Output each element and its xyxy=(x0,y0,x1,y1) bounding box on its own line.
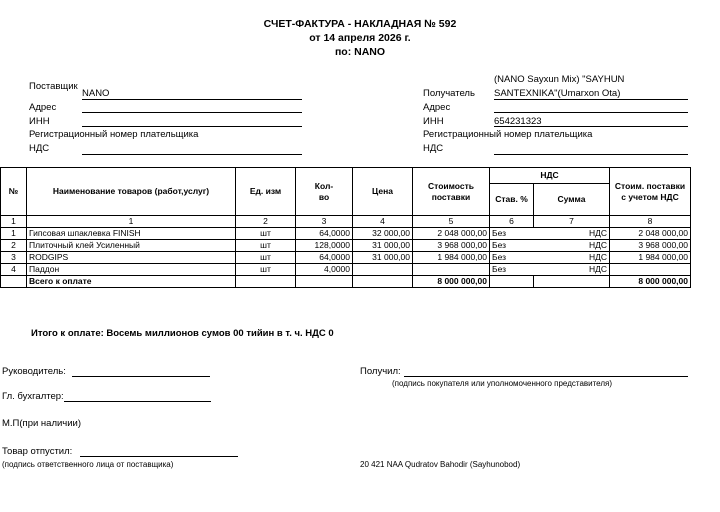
released-label: Товар отпустил: xyxy=(2,446,73,457)
supplier-inn-line xyxy=(82,126,302,127)
released-note: (подпись ответственного лица от поставщика) xyxy=(2,460,174,469)
supplier-label: Поставщик xyxy=(29,81,78,92)
supplier-name: NANO xyxy=(82,88,110,99)
row-unit: шт xyxy=(236,264,296,276)
supplier-reg-label: Регистрационный номер плательщика xyxy=(29,129,199,140)
document-footer-note: 20 421 NAA Qudratov Bahodir (Sayhunobod) xyxy=(360,460,521,469)
total-empty xyxy=(490,276,534,288)
total-cost: 8 000 000,00 xyxy=(413,276,490,288)
recipient-name-line1: (NANO Sayxun Mix) "SAYHUN xyxy=(494,74,625,85)
table-row xyxy=(1,252,691,264)
row-vat-rate: Без xyxy=(490,240,534,252)
header-vat-sum: Сумма xyxy=(534,184,610,216)
stamp-label: М.П(при наличии) xyxy=(2,418,82,429)
row-cost: 3 968 000,00 xyxy=(413,240,490,252)
table-row xyxy=(1,240,691,252)
table-row xyxy=(1,228,691,240)
row-name: Паддон xyxy=(27,264,236,276)
supplier-inn-label: ИНН xyxy=(29,116,50,127)
total-sum: 8 000 000,00 xyxy=(610,276,691,288)
total-empty xyxy=(534,276,610,288)
row-cost xyxy=(413,264,490,276)
header-unit: Ед. изм xyxy=(236,168,296,216)
supplier-vat-label: НДС xyxy=(29,143,50,154)
row-num: 2 xyxy=(1,240,27,252)
row-vat-sum: НДС xyxy=(534,228,610,240)
recipient-inn: 654231323 xyxy=(494,116,542,127)
total-in-words: Итого к оплате: Восемь миллионов сумов 00 тийин в т. ч. НДС 0 xyxy=(31,328,334,339)
received-note: (подпись покупателя или уполномоченного представителя) xyxy=(392,379,613,388)
row-total: 2 048 000,00 xyxy=(610,228,691,240)
total-row xyxy=(1,276,691,288)
accountant-sign-line xyxy=(64,401,211,402)
supplier-address-label: Адрес xyxy=(29,102,57,113)
header-vat: НДС xyxy=(490,168,610,184)
recipient-inn-label: ИНН xyxy=(423,116,444,127)
supplier-vat-line xyxy=(82,154,302,155)
row-name: Плиточный клей Усиленный xyxy=(27,240,236,252)
header-num: № xyxy=(1,168,27,216)
row-unit: шт xyxy=(236,228,296,240)
row-num: 1 xyxy=(1,228,27,240)
document-date: от 14 апреля 2026 г. xyxy=(309,32,411,44)
header-price: Цена xyxy=(353,168,413,216)
row-price: 32 000,00 xyxy=(353,228,413,240)
row-total: 1 984 000,00 xyxy=(610,252,691,264)
recipient-vat-label: НДС xyxy=(423,143,444,154)
row-vat-sum: НДС xyxy=(534,264,610,276)
document-title: СЧЕТ-ФАКТУРА - НАКЛАДНАЯ № 592 xyxy=(263,18,457,30)
row-vat-sum: НДС xyxy=(534,240,610,252)
row-qty: 64,0000 xyxy=(296,252,353,264)
recipient-address-label: Адрес xyxy=(423,102,451,113)
col-number: 2 xyxy=(236,216,296,228)
row-name: Гипсовая шпаклевка FINISH xyxy=(27,228,236,240)
row-qty: 4,0000 xyxy=(296,264,353,276)
header-name: Наименование товаров (работ,услуг) xyxy=(27,168,236,216)
col-number: 3 xyxy=(296,216,353,228)
row-vat-rate: Без xyxy=(490,264,534,276)
row-unit: шт xyxy=(236,252,296,264)
recipient-label: Получатель xyxy=(423,88,475,99)
items-table xyxy=(0,167,691,288)
recipient-vat-line xyxy=(494,154,688,155)
recipient-name-line2: SANTEXNIKA"(Umarxon Ota) xyxy=(494,88,621,99)
document-contract: по: NANO xyxy=(334,46,386,58)
total-label: Всего к оплате xyxy=(27,276,236,288)
row-qty: 128,0000 xyxy=(296,240,353,252)
recipient-name-line xyxy=(494,99,688,100)
header-vat-rate: Став. % xyxy=(490,184,534,216)
row-cost: 2 048 000,00 xyxy=(413,228,490,240)
total-empty xyxy=(353,276,413,288)
total-empty xyxy=(296,276,353,288)
row-num: 4 xyxy=(1,264,27,276)
col-number: 4 xyxy=(353,216,413,228)
recipient-inn-line xyxy=(494,126,688,127)
row-price: 31 000,00 xyxy=(353,252,413,264)
row-vat-rate: Без xyxy=(490,228,534,240)
row-vat-sum: НДС xyxy=(534,252,610,264)
header-total: Стоим. поставки с учетом НДС xyxy=(610,168,691,216)
row-cost: 1 984 000,00 xyxy=(413,252,490,264)
row-total: 3 968 000,00 xyxy=(610,240,691,252)
col-number: 5 xyxy=(413,216,490,228)
supplier-name-line xyxy=(82,99,302,100)
row-total xyxy=(610,264,691,276)
row-price: 31 000,00 xyxy=(353,240,413,252)
row-num: 3 xyxy=(1,252,27,264)
col-number: 1 xyxy=(27,216,236,228)
director-sign-line xyxy=(72,376,210,377)
col-number: 8 xyxy=(610,216,691,228)
supplier-address-line xyxy=(82,112,302,113)
header-qty: Кол-во xyxy=(296,168,353,216)
released-sign-line xyxy=(80,456,238,457)
row-name: RODGIPS xyxy=(27,252,236,264)
col-number: 7 xyxy=(534,216,610,228)
col-number: 1 xyxy=(1,216,27,228)
received-label: Получил: xyxy=(360,366,401,377)
recipient-reg-label: Регистрационный номер плательщика xyxy=(423,129,593,140)
row-unit: шт xyxy=(236,240,296,252)
row-qty: 64,0000 xyxy=(296,228,353,240)
col-number: 6 xyxy=(490,216,534,228)
director-label: Руководитель: xyxy=(2,366,66,377)
total-empty xyxy=(236,276,296,288)
row-price xyxy=(353,264,413,276)
table-row xyxy=(1,264,691,276)
recipient-address-line xyxy=(494,112,688,113)
accountant-label: Гл. бухгалтер: xyxy=(2,391,64,402)
row-vat-rate: Без xyxy=(490,252,534,264)
received-sign-line xyxy=(404,376,688,377)
header-cost: Стоимость поставки xyxy=(413,168,490,216)
total-row-num xyxy=(1,276,27,288)
